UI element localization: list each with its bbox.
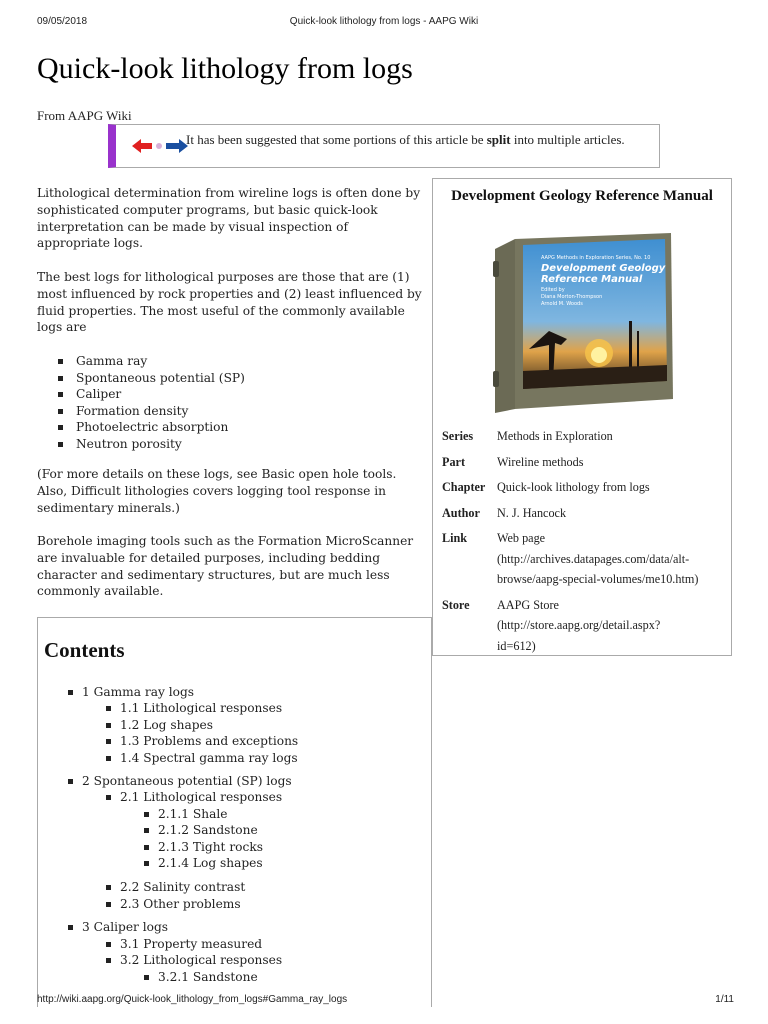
infobox-rows (442, 426, 727, 661)
print-date: 09/05/2018 (37, 16, 88, 27)
toc-item[interactable]: 2.2 Salinity contrast (102, 879, 424, 895)
list-item: Formation density (54, 403, 245, 420)
toc-item[interactable]: 3.1 Property measured (102, 936, 424, 952)
logs-paragraph: The best logs for lithological purposes are those that are (1) most influenced by rock properties and (2) least influenced by fluid properties. The most useful of the commonly available logs are (37, 270, 422, 335)
site-sub: From AAPG Wiki (37, 108, 132, 123)
split-arrows-icon (132, 137, 188, 155)
book-cover-image[interactable] (489, 231, 679, 421)
toc-item[interactable]: 1.4 Spectral gamma ray logs (102, 750, 424, 766)
print-header (0, 16, 768, 30)
svg-text:Development Geology: Development Geology (541, 263, 666, 274)
toc-item[interactable]: 2 Spontaneous potential (SP) logs 2.1 Lithological responses 2.1.1 Shale 2.1.2 Sandstone 2.1.3 Tight rocks 2.1.4 Log shapes 2.2 Salinity contrast 2.3 Other problems (64, 773, 424, 912)
toc-item[interactable]: 2.1.3 Tight rocks (140, 839, 424, 855)
split-notice (108, 124, 660, 168)
store-value[interactable]: AAPG Store (http://store.aapg.org/detail.aspx? id=612) (497, 597, 661, 653)
table-of-contents (37, 617, 432, 1007)
svg-text:Edited by: Edited by (541, 287, 565, 293)
list-item: Caliper (54, 386, 245, 403)
toc-list (64, 684, 424, 993)
details-paragraph: (For more details on these logs, see Basic open hole tools. Also, Difficult lithologies covers logging tool response in sedimentary minerals.) (37, 467, 397, 515)
list-item: Photoelectric absorption (54, 419, 245, 436)
infobox-row-series: Series Methods in Exploration (442, 429, 613, 443)
toc-item[interactable]: 2.1 Lithological responses 2.1.1 Shale 2.1.2 Sandstone 2.1.3 Tight rocks 2.1.4 Log shapes (102, 789, 424, 871)
toc-item[interactable]: 1.3 Problems and exceptions (102, 733, 424, 749)
toc-item[interactable]: 1.1 Lithological responses (102, 700, 424, 716)
print-page-number: 1/11 (715, 994, 734, 1005)
toc-item[interactable]: 2.1.1 Shale (140, 806, 424, 822)
list-item: Neutron porosity (54, 436, 245, 453)
infobox-row-chapter: Chapter Quick-look lithology from logs (442, 480, 650, 494)
list-item: Gamma ray (54, 353, 245, 370)
log-list (54, 353, 245, 453)
infobox (432, 178, 732, 656)
toc-item[interactable]: 2.1.2 Sandstone (140, 822, 424, 838)
intro-paragraph: Lithological determination from wireline logs is often done by sophisticated computer programs, but basic quick-look interpretation can be made by visual inspection of appropriate logs. (37, 186, 421, 251)
infobox-row-store: Store AAPG Store (http://store.aapg.org/detail.aspx? id=612) (442, 595, 727, 657)
infobox-row-part: Part Wireline methods (442, 454, 584, 469)
toc-item[interactable]: 2.3 Other problems (102, 896, 424, 912)
print-footer (0, 994, 768, 1008)
infobox-row-author: Author N. J. Hancock (442, 505, 567, 520)
toc-item[interactable]: 2.1.4 Log shapes (140, 855, 424, 871)
toc-item[interactable]: 1.2 Log shapes (102, 717, 424, 733)
toc-item[interactable]: 3.2.1 Sandstone (140, 969, 424, 985)
svg-text:Diana Morton-Thompson: Diana Morton-Thompson (541, 294, 603, 300)
page-title: Quick-look lithology from logs (37, 52, 413, 85)
notice-bold: split (486, 132, 511, 147)
infobox-row-link: Link Web page (http://archives.datapages.com/data/alt- browse/aapg-special-volumes/me10.htm) (442, 528, 727, 590)
link-value[interactable]: Web page (http://archives.datapages.com/data/alt- browse/aapg-special-volumes/me10.htm) (497, 531, 699, 586)
toc-item[interactable]: 3 Caliper logs 3.1 Property measured 3.2 Lithological responses 3.2.1 Sandstone (64, 919, 424, 985)
infobox-title: Development Geology Reference Manual (451, 188, 713, 204)
svg-text:AAPG Methods in Exploration Se: AAPG Methods in Exploration Series, No. 10 (541, 255, 651, 261)
toc-item[interactable]: 3.2 Lithological responses 3.2.1 Sandstone (102, 952, 424, 985)
print-url: http://wiki.aapg.org/Quick-look_lithology_from_logs#Gamma_ray_logs (37, 994, 348, 1005)
notice-text: It has been suggested that some portions of this article be split into multiple articles. (186, 132, 625, 147)
svg-text:Arnold M. Woods: Arnold M. Woods (541, 301, 583, 307)
list-item: Spontaneous potential (SP) (54, 370, 245, 387)
imaging-paragraph: Borehole imaging tools such as the Formation MicroScanner are invaluable for detailed purposes, including bedding character and sedimentary structures, but are much less commonly available. (37, 534, 414, 599)
print-title: Quick-look lithology from logs - AAPG Wiki (289, 16, 479, 27)
toc-item[interactable]: 1 Gamma ray logs 1.1 Lithological responses 1.2 Log shapes 1.3 Problems and exceptions 1.4 Spectral gamma ray logs (64, 684, 424, 766)
svg-text:Reference Manual: Reference Manual (541, 274, 643, 285)
toc-title: Contents (44, 638, 125, 662)
